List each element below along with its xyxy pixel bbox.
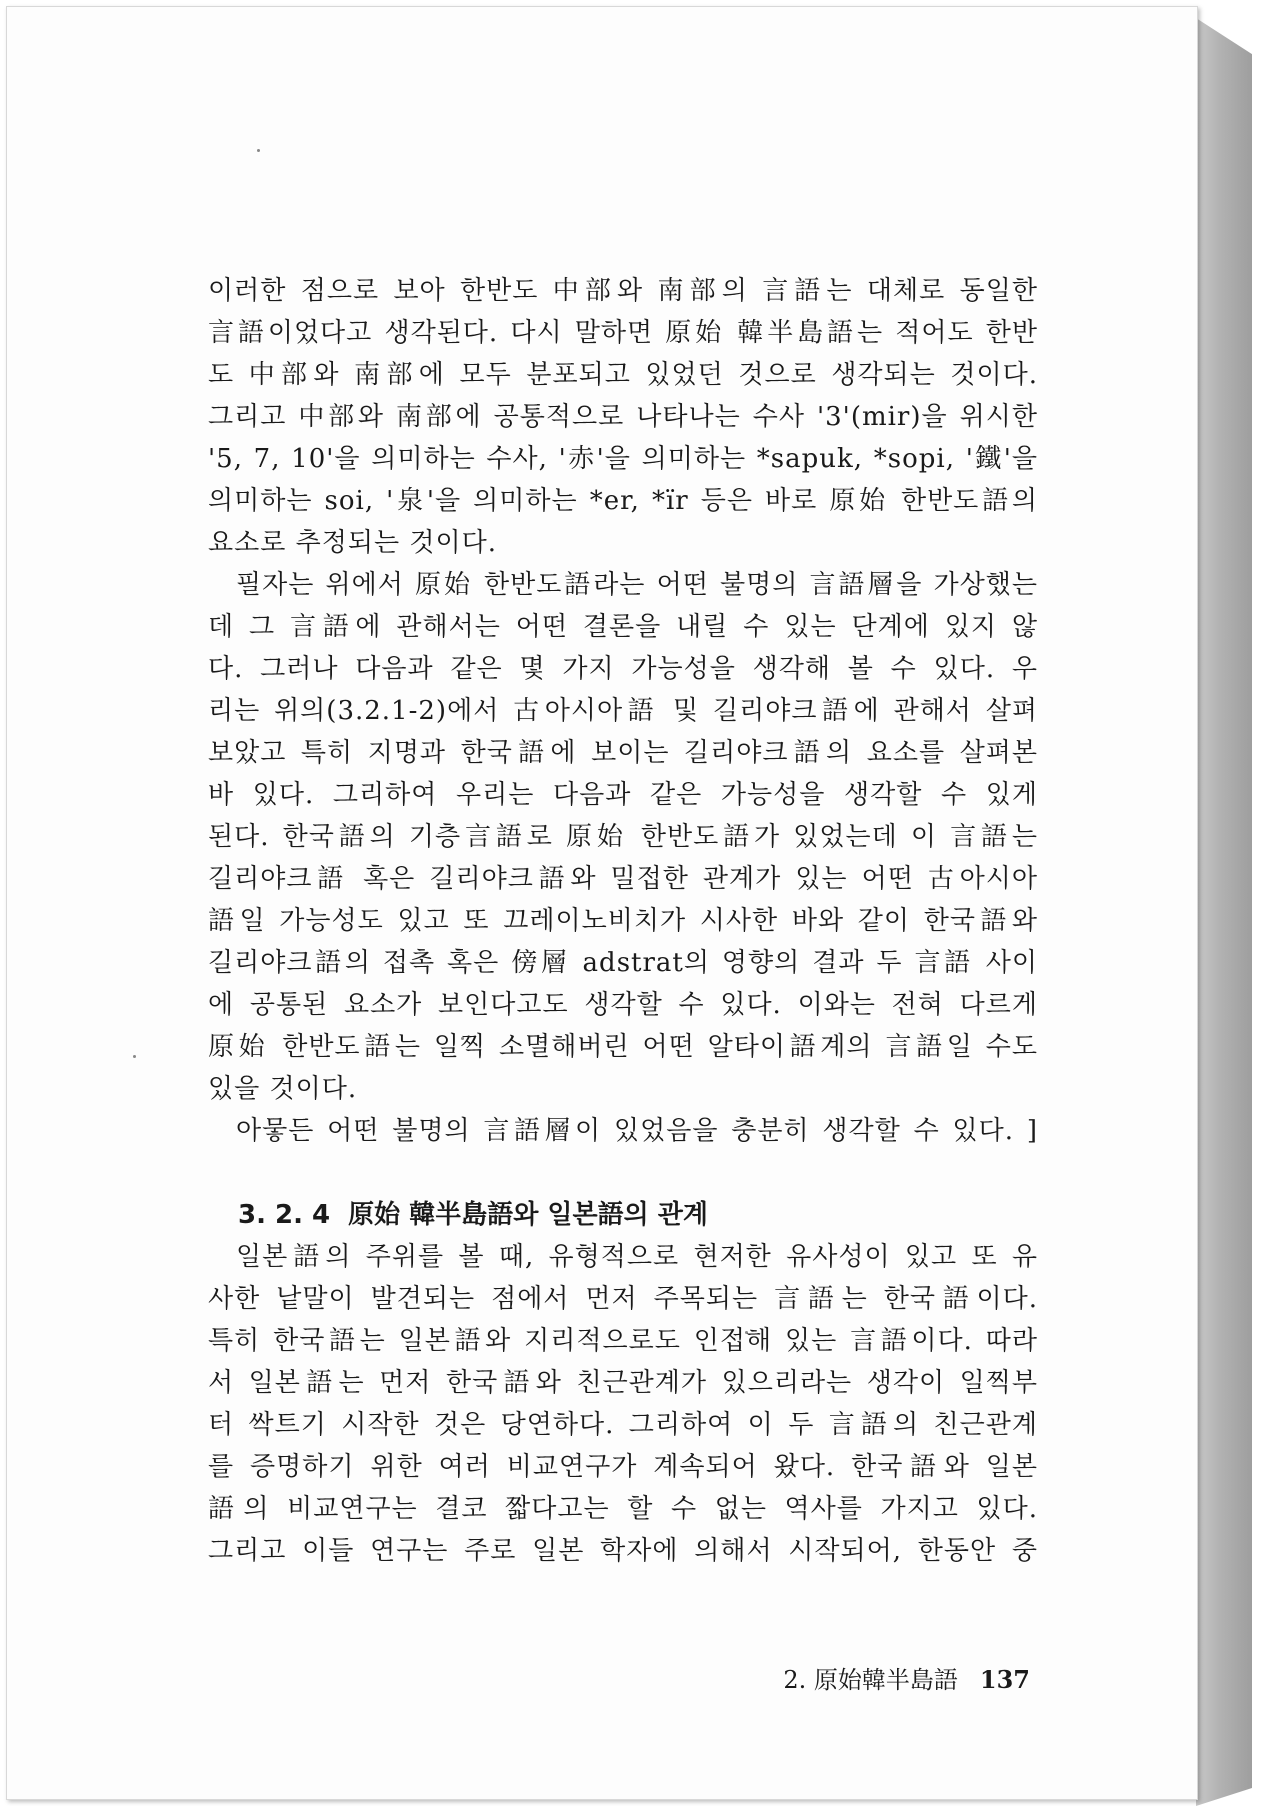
text-line: 리는 위의(3.2.1-2)에서 古아시아語 및 길리야크語에 관해서 살펴 — [208, 696, 1038, 726]
page-number: 137 — [979, 1665, 1030, 1694]
text-line: 필자는 위에서 原始 한반도語라는 어떤 불명의 言語層을 가상했는 — [236, 570, 1038, 600]
text-line: 요소로 추정되는 것이다. — [208, 528, 497, 558]
text-line: 서 일본語는 먼저 한국語와 친근관계가 있으리라는 생각이 일찍부 — [208, 1368, 1038, 1398]
main-text — [208, 270, 1038, 1572]
text-line: 길리야크語 혹은 길리야크語와 밀접한 관계가 있는 어떤 古아시아 — [208, 864, 1038, 894]
text-line: 그리고 中部와 南部에 공통적으로 나타나는 수사 '3'(mir)을 위시한 — [208, 402, 1038, 432]
text-line: 의미하는 soi, '泉'을 의미하는 *er, *ïr 등은 바로 原始 한반도語의 — [208, 486, 1038, 516]
text-line: 語일 가능성도 있고 또 끄레이노비치가 시사한 바와 같이 한국語와 — [208, 906, 1038, 936]
section-heading — [208, 1194, 1038, 1236]
text-line: 길리야크語의 접촉 혹은 傍層 adstrat의 영향의 결과 두 言語 사이 — [208, 948, 1038, 978]
text-line: 言語이었다고 생각된다. 다시 말하면 原始 韓半島語는 적어도 한반 — [208, 318, 1038, 348]
running-head: 2. 原始韓半島語 — [783, 1666, 958, 1694]
text-line: 사한 낱말이 발견되는 점에서 먼저 주목되는 言語는 한국語이다. — [208, 1284, 1038, 1314]
text-line: 아뭏든 어떤 불명의 言語層이 있었음을 충분히 생각할 수 있다. ] — [236, 1116, 1038, 1146]
text-line: 특히 한국語는 일본語와 지리적으로도 인접해 있는 言語이다. 따라 — [208, 1326, 1038, 1356]
paragraph — [208, 1110, 1038, 1152]
section-number: 3. 2. 4 — [238, 1200, 331, 1230]
paragraph — [208, 270, 1038, 564]
text-line: 에 공통된 요소가 보인다고도 생각할 수 있다. 이와는 전혀 다르게 — [208, 990, 1038, 1020]
text-line: '5, 7, 10'을 의미하는 수사, '赤'을 의미하는 *sapuk, *sopi, '鐵'을 — [208, 444, 1038, 474]
text-line: 된다. 한국語의 기층言語로 原始 한반도語가 있었는데 이 言語는 — [208, 822, 1038, 852]
text-line: 語의 비교연구는 결코 짧다고는 할 수 없는 역사를 가지고 있다. — [208, 1494, 1038, 1524]
text-line: 바 있다. 그리하여 우리는 다음과 같은 가능성을 생각할 수 있게 — [208, 780, 1038, 810]
text-line: 그리고 이들 연구는 주로 일본 학자에 의해서 시작되어, 한동안 중 — [208, 1536, 1038, 1566]
text-line: 보았고 특히 지명과 한국語에 보이는 길리야크語의 요소를 살펴본 — [208, 738, 1038, 768]
page-footer — [770, 1660, 1030, 1695]
text-line: 도 中部와 南部에 모두 분포되고 있었던 것으로 생각되는 것이다. — [208, 360, 1038, 390]
text-line: 다. 그러나 다음과 같은 몇 가지 가능성을 생각해 볼 수 있다. 우 — [208, 654, 1038, 684]
page-edge — [1196, 0, 1252, 1806]
text-line: 이러한 점으로 보아 한반도 中部와 南部의 言語는 대체로 동일한 — [208, 276, 1038, 306]
text-line: 原始 한반도語는 일찍 소멸해버린 어떤 알타이語계의 言語일 수도 — [208, 1032, 1038, 1062]
section-title: 原始 韓半島語와 일본語의 관계 — [348, 1200, 708, 1230]
text-line: 일본語의 주위를 볼 때, 유형적으로 현저한 유사성이 있고 또 유 — [236, 1242, 1038, 1272]
section-gap — [208, 1152, 1038, 1194]
paper-speck — [257, 149, 260, 152]
text-line: 를 증명하기 위한 여러 비교연구가 계속되어 왔다. 한국語와 일본 — [208, 1452, 1038, 1482]
paragraph — [208, 1236, 1038, 1572]
paper-speck — [133, 1055, 136, 1058]
text-line: 데 그 言語에 관해서는 어떤 결론을 내릴 수 있는 단계에 있지 않 — [208, 612, 1038, 642]
paragraph — [208, 564, 1038, 1110]
text-line: 터 싹트기 시작한 것은 당연하다. 그리하여 이 두 言語의 친근관계 — [208, 1410, 1038, 1440]
text-line: 있을 것이다. — [208, 1074, 358, 1104]
